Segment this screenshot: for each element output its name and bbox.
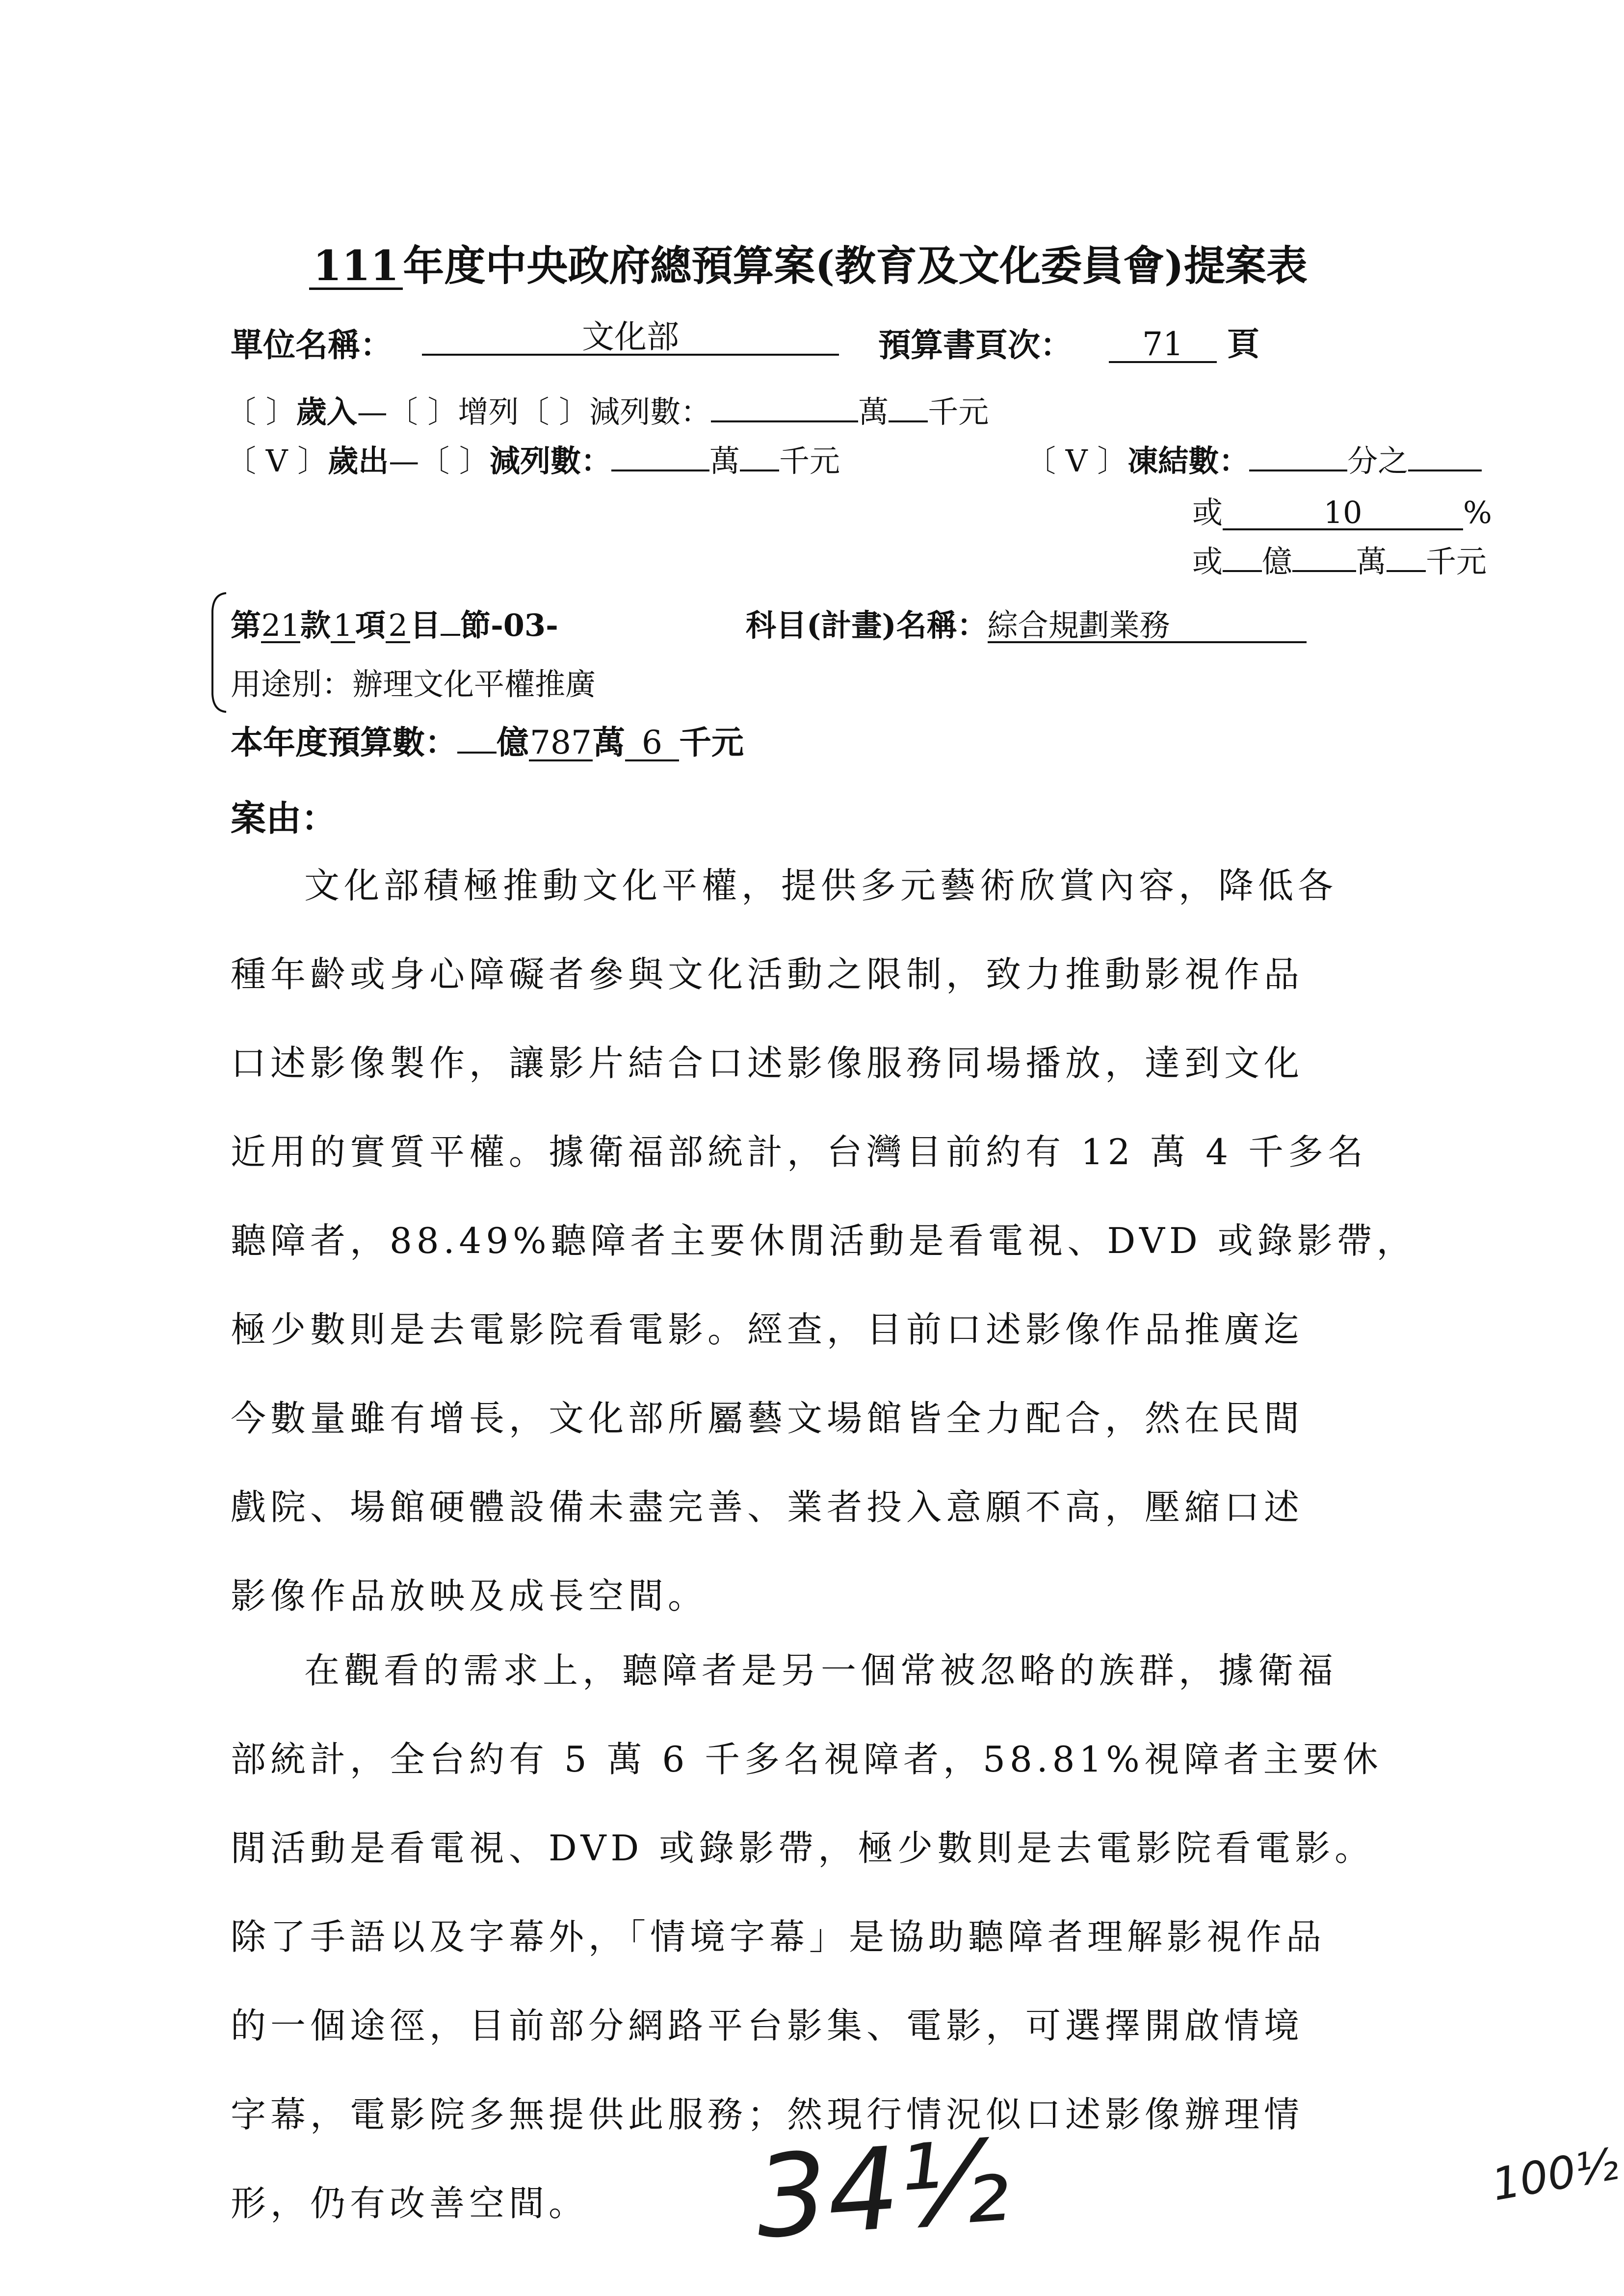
account-mu-value: 2: [386, 609, 410, 643]
freeze-denominator-blank[interactable]: [1249, 470, 1347, 471]
freeze-yi-label: 億: [1262, 544, 1293, 579]
paragraph-line: 戲院、場館硬體設備未盡完善、業者投入意願不高，壓縮口述: [231, 1487, 1304, 1528]
unit-name-value: 文化部: [422, 320, 839, 356]
paragraph-line: 極少數則是去電影院看電影。經查，目前口述影像作品推廣迄: [231, 1309, 1304, 1350]
freeze-percent-value: 10: [1223, 496, 1463, 530]
unit-name-field: [422, 318, 839, 356]
paragraph-line: 文化部積極推動文化平權，提供多元藝術欣賞內容，降低各: [304, 865, 1338, 906]
paragraph-line: 在觀看的需求上，聽障者是另一個常被忽略的族群，據衛福: [304, 1650, 1338, 1691]
paragraph-line: 口述影像製作，讓影片結合口述影像服務同場播放，達到文化: [231, 1043, 1304, 1084]
paragraph-line: 閒活動是看電視、DVD 或錄影帶，極少數則是去電影院看電影。: [231, 1827, 1375, 1869]
budget-yi-blank[interactable]: [457, 752, 497, 754]
account-mu-label: 目: [410, 607, 441, 643]
freeze-qian-label: 千元: [1426, 544, 1487, 579]
revenue-wan-blank[interactable]: [711, 420, 858, 422]
account-xiang-value: 1: [331, 609, 355, 643]
subject-value: 綜合規劃業務: [988, 609, 1307, 643]
expenditure-decrease-label: 減列數：: [489, 443, 611, 479]
reason-paragraph-1: [231, 841, 1428, 1641]
budget-page-value: 71: [1109, 327, 1217, 363]
freeze-checkbox[interactable]: 〔 V 〕: [1025, 443, 1128, 479]
paragraph-line: 形，仍有改善空間。: [231, 2183, 589, 2224]
subject-label: 科目(計畫)名稱：: [746, 607, 988, 643]
account-row: [231, 601, 558, 645]
freeze-wan-blank[interactable]: [1292, 570, 1356, 572]
revenue-increase-checkbox[interactable]: 〔 〕: [387, 394, 458, 430]
expenditure-decrease-checkbox[interactable]: 〔 〕: [419, 443, 490, 479]
expenditure-checkbox[interactable]: 〔 V 〕: [226, 443, 328, 479]
budget-yi-label: 億: [497, 723, 529, 761]
reason-heading: 案由：: [231, 797, 337, 839]
budget-page-suffix: 頁: [1227, 325, 1259, 363]
paragraph-line: 除了手語以及字幕外，「情境字幕」是協助聽障者理解影視作品: [231, 1916, 1326, 1957]
expenditure-dash: —: [389, 443, 419, 479]
paragraph-line: 的一個途徑，目前部分網路平台影集、電影，可選擇開啟情境: [231, 2005, 1304, 2046]
budget-page-label: 預算書頁次：: [878, 326, 1073, 364]
account-kuan-value: 21: [261, 607, 300, 643]
expenditure-qian-label: 千元: [779, 443, 840, 479]
expenditure-qian-blank[interactable]: [740, 470, 779, 471]
paragraph-line: 聽障者，88.49%聽障者主要休閒活動是看電視、DVD 或錄影帶，: [231, 1220, 1416, 1261]
title-year: 111: [309, 244, 403, 290]
purpose-line: 用途別：辦理文化平權推廣: [231, 666, 596, 702]
freeze-qian-blank[interactable]: [1387, 570, 1426, 572]
page-title: [309, 233, 1308, 292]
revenue-dash: —: [357, 394, 388, 430]
freeze-amount-row: [1192, 537, 1487, 581]
account-brace: [209, 591, 228, 714]
revenue-label: 歲入: [296, 394, 357, 430]
freeze-row: [1025, 437, 1482, 480]
expenditure-row: [226, 437, 840, 480]
revenue-increase-label: 增列: [458, 394, 519, 430]
budget-row: [231, 716, 744, 763]
freeze-wan-label: 萬: [1356, 544, 1387, 579]
revenue-qian-label: 千元: [928, 394, 989, 430]
freeze-percent-row: [1192, 488, 1492, 532]
account-kuan-label: 款: [300, 607, 331, 643]
revenue-checkbox[interactable]: 〔 〕: [226, 394, 296, 430]
expenditure-wan-label: 萬: [709, 443, 740, 479]
revenue-decrease-checkbox[interactable]: 〔 〕: [519, 394, 590, 430]
freeze-or-label-2: 或: [1192, 544, 1223, 579]
expenditure-label: 歲出: [328, 443, 389, 479]
expenditure-wan-blank[interactable]: [611, 470, 709, 471]
paragraph-line: 今數量雖有增長，文化部所屬藝文場館皆全力配合，然在民間: [231, 1398, 1304, 1439]
freeze-yi-blank[interactable]: [1223, 570, 1262, 572]
revenue-qian-blank[interactable]: [889, 420, 928, 422]
budget-wan-value: 787: [529, 726, 593, 761]
budget-wan-label: 萬: [593, 723, 625, 761]
title-text: 年度中央政府總預算案(教育及文化委員會)提案表: [403, 241, 1308, 290]
unit-name-label: 單位名稱：: [231, 326, 393, 364]
paragraph-line: 種年齡或身心障礙者參與文化活動之限制，致力推動影視作品: [231, 954, 1304, 995]
budget-label: 本年度預算數：: [231, 723, 457, 761]
revenue-wan-label: 萬: [858, 394, 889, 430]
freeze-fraction-label: 分之: [1347, 443, 1409, 479]
account-jie-label: 節-03-: [460, 607, 558, 643]
freeze-or-label-1: 或: [1192, 495, 1223, 530]
handwritten-corner-number: 100½: [1488, 2138, 1623, 2211]
budget-qian-value: 6: [625, 726, 679, 761]
budget-page-field: [1109, 318, 1259, 365]
handwritten-page-number: 34½: [751, 2115, 1013, 2264]
budget-qian-label: 千元: [679, 723, 744, 761]
paragraph-line: 影像作品放映及成長空間。: [231, 1575, 708, 1617]
paragraph-line: 部統計，全台約有 5 萬 6 千多名視障者，58.81%視障者主要休: [231, 1739, 1383, 1780]
freeze-numerator-blank[interactable]: [1408, 470, 1482, 471]
paragraph-line: 近用的實質平權。據衛福部統計，台灣目前約有 12 萬 4 千多名: [231, 1131, 1367, 1173]
subject-row: [746, 601, 1307, 645]
account-jie-blank[interactable]: [441, 634, 460, 636]
revenue-decrease-label: 減列數：: [589, 394, 711, 430]
freeze-label: 凍結數：: [1127, 443, 1250, 479]
account-xiang-label: 項: [355, 607, 386, 643]
account-kuan-prefix: 第: [231, 607, 262, 643]
paragraph-line: 字幕，電影院多無提供此服務；然現行情況似口述影像辦理情: [231, 2094, 1304, 2135]
revenue-row: [226, 388, 989, 431]
freeze-percent-unit: %: [1463, 495, 1492, 530]
